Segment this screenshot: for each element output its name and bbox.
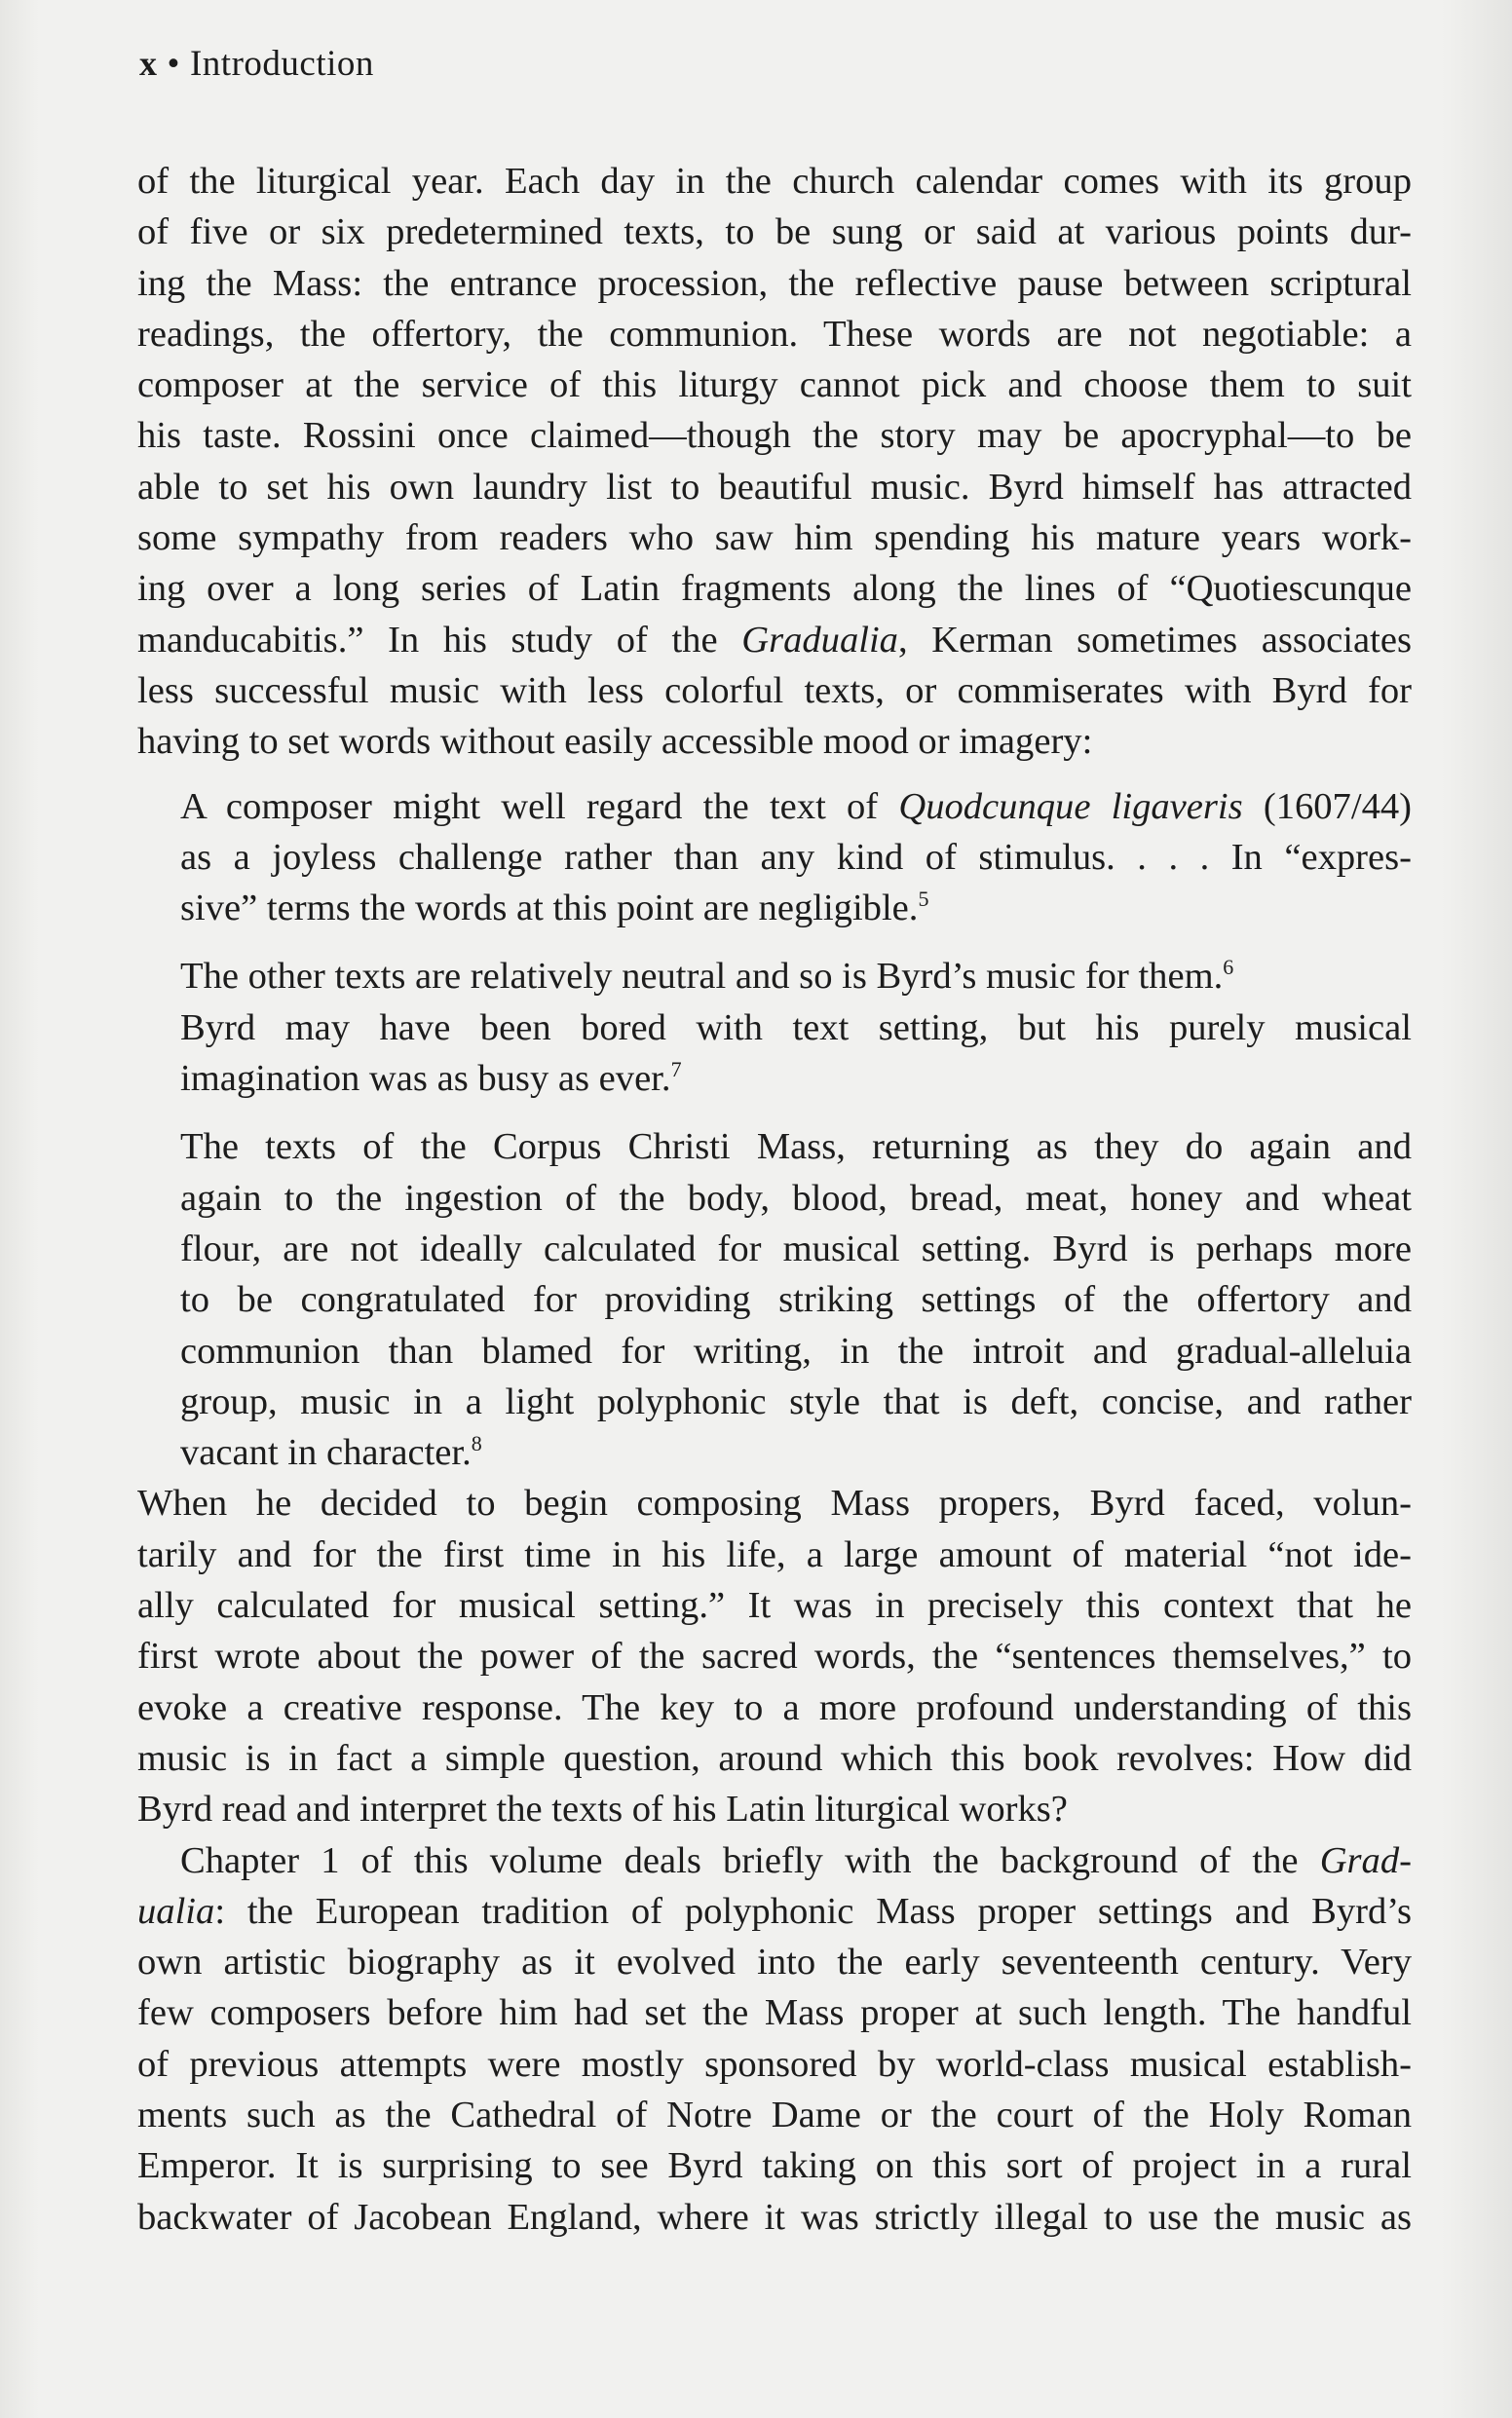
text-line: less successful music with less colorful texts, or commiserates with Byrd for xyxy=(137,669,1412,711)
section-title: Introduction xyxy=(189,44,374,84)
text-line xyxy=(180,1053,1412,1104)
text-line xyxy=(180,883,1412,933)
text-line: own artistic biography as it evolved into the early seventeenth century. Very xyxy=(137,1942,1412,1984)
text-line: few composers before him had set the Mass proper at such length. The handful xyxy=(137,1992,1412,2034)
text-run: vacant in character. xyxy=(180,1432,472,1474)
text-line: music is in fact a simple question, around which this book revolves: How did xyxy=(137,1737,1412,1779)
text-run: , Kerman sometimes associates xyxy=(897,619,1412,661)
text-run: The other texts are relatively neutral and so is Byrd’s music for them. xyxy=(180,956,1224,998)
text-line: able to set his own laundry list to beautiful music. Byrd himself has attracted xyxy=(137,466,1412,508)
block-quote-1 xyxy=(137,781,1412,934)
text-line xyxy=(180,1427,1412,1478)
running-head xyxy=(139,43,374,85)
block-quote-2 xyxy=(137,951,1412,1104)
text-line: When he decided to begin composing Mass propers, Byrd faced, volun- xyxy=(137,1483,1412,1525)
text-run: : the European tradition of polyphonic Mass proper settings and Byrd’s xyxy=(214,1890,1412,1932)
text-line xyxy=(137,615,1412,665)
italic-title: Grad- xyxy=(1319,1839,1412,1881)
text-line: ing the Mass: the entrance procession, the reflective pause between scriptural xyxy=(137,262,1412,304)
text-line xyxy=(180,1835,1412,1886)
text-line: having to set words without easily accessible mood or imagery: xyxy=(137,721,1093,763)
paragraph-2 xyxy=(137,1478,1412,1834)
block-quote-3 xyxy=(137,1121,1412,1478)
text-line: some sympathy from readers who saw him spending his mature years work- xyxy=(137,517,1412,559)
text-line: of previous attempts were mostly sponsored by world-class musical establish- xyxy=(137,2043,1412,2085)
text-line: again to the ingestion of the body, blood, bread, meat, honey and wheat xyxy=(180,1177,1412,1219)
text-line: communion than blamed for writing, in the introit and gradual-alleluia xyxy=(180,1330,1412,1372)
text-line xyxy=(180,951,1412,1001)
text-line: ally calculated for musical setting.” It was in precisely this context that he xyxy=(137,1585,1412,1627)
text-line: readings, the offertory, the communion. These words are not negotiable: a xyxy=(137,313,1412,355)
text-line: Byrd read and interpret the texts of his Latin liturgical works? xyxy=(137,1789,1068,1831)
footnote-ref[interactable]: 6 xyxy=(1223,955,1234,980)
text-run: (1607/44) xyxy=(1242,785,1412,827)
text-line: The texts of the Corpus Christi Mass, returning as they do again and xyxy=(180,1126,1412,1168)
paragraph-3 xyxy=(137,1835,1412,2243)
text-run: A composer might well regard the text of xyxy=(180,785,899,827)
footnote-ref[interactable]: 7 xyxy=(670,1057,682,1082)
text-line: Emperor. It is surprising to see Byrd taking on this sort of project in a rural xyxy=(137,2145,1412,2187)
text-line: composer at the service of this liturgy cannot pick and choose them to suit xyxy=(137,364,1412,406)
text-run: manducabitis.” In his study of the xyxy=(137,619,742,661)
text-line xyxy=(137,1886,1412,1937)
footnote-ref[interactable]: 8 xyxy=(471,1431,482,1456)
page-number: x xyxy=(139,44,158,83)
text-line: as a joyless challenge rather than any kind of stimulus. . . . In “expres- xyxy=(180,836,1412,878)
text-line xyxy=(180,781,1412,832)
italic-title: ualia xyxy=(137,1890,215,1932)
text-line: evoke a creative response. The key to a more profound understanding of this xyxy=(137,1686,1412,1728)
text-line: first wrote about the power of the sacred words, the “sentences themselves,” to xyxy=(137,1636,1412,1678)
text-line: of five or six predetermined texts, to be sung or said at various points dur- xyxy=(137,211,1412,253)
text-line: ments such as the Cathedral of Notre Dame or the court of the Holy Roman xyxy=(137,2094,1412,2135)
footnote-ref[interactable]: 5 xyxy=(918,887,929,912)
text-line: flour, are not ideally calculated for musical setting. Byrd is perhaps more xyxy=(180,1228,1412,1269)
text-line: backwater of Jacobean England, where it was strictly illegal to use the music as xyxy=(137,2196,1412,2238)
text-line: ing over a long series of Latin fragments along the lines of “Quotiescunque xyxy=(137,568,1412,610)
text-line: of the liturgical year. Each day in the church calendar comes with its group xyxy=(137,161,1412,202)
text-line: group, music in a light polyphonic style that is deft, concise, and rather xyxy=(180,1380,1412,1422)
paragraph-1 xyxy=(137,156,1412,768)
body-text xyxy=(137,156,1412,2243)
text-line: Byrd may have been bored with text setting, but his purely musical xyxy=(180,1006,1412,1048)
text-run: imagination was as busy as ever. xyxy=(180,1058,671,1100)
text-line: to be congratulated for providing striking settings of the offertory and xyxy=(180,1279,1412,1321)
text-line: tarily and for the first time in his life, a large amount of material “not ide- xyxy=(137,1533,1412,1575)
text-line: his taste. Rossini once claimed—though the story may be apocryphal—to be xyxy=(137,415,1412,457)
text-run: sive” terms the words at this point are negligible. xyxy=(180,888,919,929)
italic-title: Gradualia xyxy=(741,619,898,661)
text-run: Chapter 1 of this volume deals briefly with the background of the xyxy=(180,1839,1320,1881)
italic-title: Quodcunque ligaveris xyxy=(898,785,1243,827)
header-bullet: • xyxy=(167,44,180,84)
